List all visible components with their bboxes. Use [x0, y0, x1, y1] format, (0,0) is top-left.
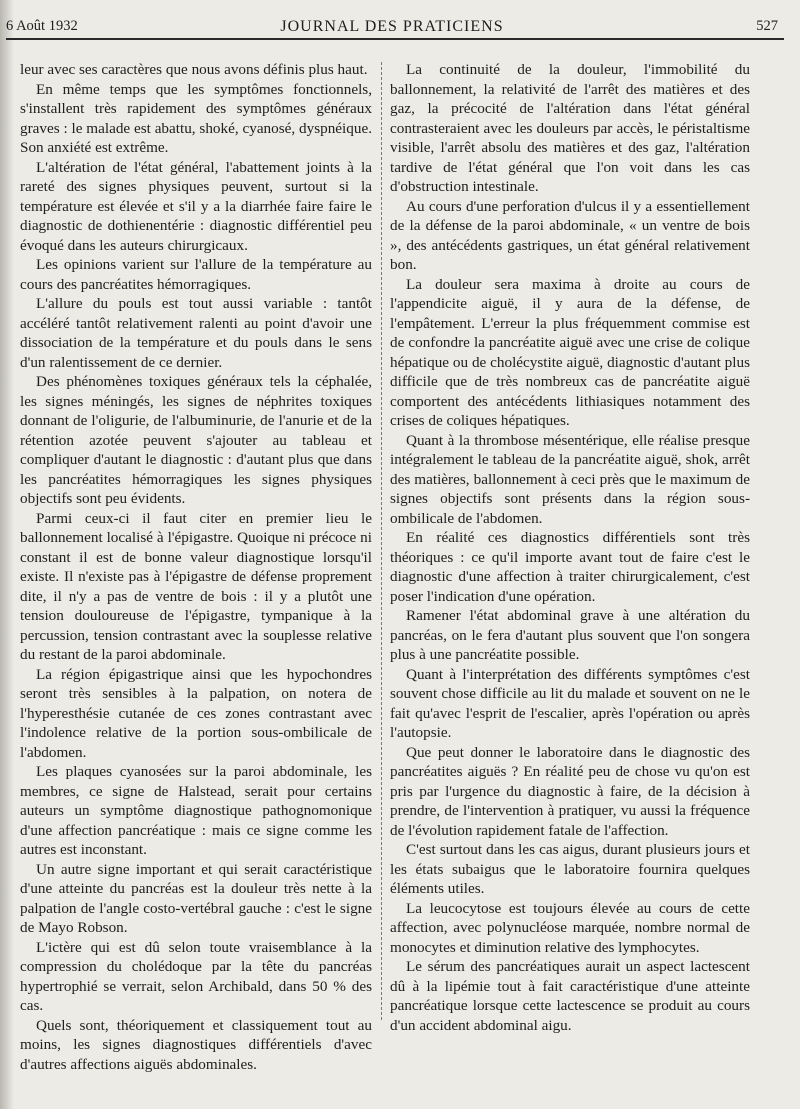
- column-divider: [381, 62, 382, 1020]
- paragraph: Les opinions varient sur l'allure de la température au cours des pancréatites hémorragiques.: [20, 256, 372, 293]
- binding-shadow: [0, 0, 14, 1109]
- left-column: [20, 60, 372, 1074]
- paragraph: L'allure du pouls est tout aussi variable : tantôt accéléré tantôt relativement ralenti au point d'avoir une dissociation de la température et du pouls dans le sens d'un ralentissement de ce dernier.: [20, 295, 372, 371]
- paragraph: Au cours d'une perforation d'ulcus il y a essentiellement de la défense de la paroi abdominale, « un ventre de bois », des antécédents gastriques, un état général relativement bon.: [390, 197, 750, 273]
- paragraph: Un autre signe important et qui serait caractéristique d'une atteinte du pancréas est la douleur très nette à la palpation de l'angle costo-vertébral gauche : c'est le signe de Mayo Robson.: [20, 860, 372, 936]
- paragraph: Le sérum des pancréatiques aurait un aspect lactescent dû à la lipémie tout à fait caractéristique d'une atteinte pancréatique lorsque cette lactescence se produit au cours d'un accident abdominal aigu.: [390, 958, 750, 1034]
- paragraph: leur avec ses caractères que nous avons définis plus haut.: [20, 61, 368, 78]
- paragraph: Quant à l'interprétation des différents symptômes c'est souvent chose difficile au lit du malade et souvent on ne le fait qu'avec l'esprit de l'escalier, après l'opération ou après l'autopsie.: [390, 665, 750, 741]
- paragraph: Quant à la thrombose mésentérique, elle réalise presque intégralement le tableau de la pancréatite aiguë, shok, arrêt des matières, ballonnement à ceci près que le maximum de signes objectifs sont présents dans la région sous-ombilicale de l'abdomen.: [390, 431, 750, 527]
- journal-title: JOURNAL DES PRATICIENS: [280, 18, 504, 35]
- paragraph: La douleur sera maxima à droite au cours de l'appendicite aiguë, il y aura de la défense, de l'empâtement. L'erreur la plus fréquemment commise est de confondre la pancréatite aiguë avec une crise de colique hépatique ou de cholécystite aiguë, diagnostic d'autant plus difficile que de très nombreux cas de pancréatite aiguë comportent des antécédents lithiasiques notamment des crises de coliques hépatiques.: [390, 275, 750, 429]
- paragraph: Que peut donner le laboratoire dans le diagnostic des pancréatites aiguës ? En réalité peu de chose vu qu'on est pris par l'urgence du diagnostic à faire, de la décision à prendre, de l'intervention à pratiquer, vu aussi la fréquence de l'évolution rapidement fatale de l'affection.: [390, 743, 750, 839]
- paragraph: C'est surtout dans les cas aigus, durant plusieurs jours et les états subaigus que le laboratoire fournira quelques éléments utiles.: [390, 841, 750, 897]
- paragraph: Quels sont, théoriquement et classiquement tout au moins, les signes diagnostiques différentiels d'avec d'autres affections aiguës abdominales.: [20, 1016, 372, 1073]
- page-header: [6, 14, 778, 40]
- paragraph: Ramener l'état abdominal grave à une altération du pancréas, on le fera d'autant plus souvent que l'on songera plus à une pancréatite possible.: [390, 607, 750, 663]
- paragraph: Parmi ceux-ci il faut citer en premier lieu le ballonnement localisé à l'épigastre. Quoique ni précoce ni constant il est de bonne valeur diagnostique lorsqu'il existe. Il n'existe pas à l'épigastre de défense proprement dite, il n'y a pas de ventre de bois : il y a plutôt une tension douloureuse de l'épigastre, tympanique à la percussion, tension contrastant avec la souplesse relative du restant de la paroi abdominale.: [20, 509, 372, 663]
- page-number: 527: [756, 18, 778, 34]
- right-column: [390, 60, 750, 1035]
- paragraph: La leucocytose est toujours élevée au cours de cette affection, avec polynucléose marquée, nombre normal de monocytes et diminution relative des lymphocytes.: [390, 899, 750, 956]
- paragraph: Les plaques cyanosées sur la paroi abdominale, les membres, ce signe de Halstead, serait pour certains auteurs un symptôme diagnostique pathognomonique d'une affection pancréatique : mais ce signe comme les autres est inconstant.: [20, 763, 372, 858]
- header-date: 6 Août 1932: [6, 18, 78, 34]
- paragraph: La continuité de la douleur, l'immobilité du ballonnement, la relativité de l'arrêt des matières et des gaz, la précocité de l'altération dans l'état général contrasteraient avec les douleurs par accès, le péristaltisme visible, l'arrêt absolu des matières et des gaz, l'altération tardive de l'état général que l'on voit dans les cas d'obstruction intestinale.: [390, 61, 750, 195]
- paragraph: L'altération de l'état général, l'abattement joints à la rareté des signes physiques peuvent, surtout si la température est élevée et s'il y a la diarrhée faire faire le diagnostic de dothienentérie : diagnostic différentiel peu évoqué dans les auteurs chirurgicaux.: [20, 158, 372, 254]
- paragraph: En même temps que les symptômes fonctionnels, s'installent très rapidement des symptômes généraux graves : le malade est abattu, shoké, cyanosé, dyspnéique. Son anxiété est extrême.: [20, 80, 372, 156]
- paragraph: En réalité ces diagnostics différentiels sont très théoriques : ce qu'il importe avant tout de faire c'est le diagnostic d'une affection à traiter chirurgicalement, c'est poser l'indication d'une opération.: [390, 529, 750, 605]
- paragraph: L'ictère qui est dû selon toute vraisemblance à la compression du cholédoque par la tête du pancréas hypertrophié se verrait, selon Archibald, dans 50 % des cas.: [20, 938, 372, 1014]
- header-rule: [6, 38, 784, 40]
- paragraph: Des phénomènes toxiques généraux tels la céphalée, les signes méningés, les signes de néphrites toxiques donnant de l'oligurie, de l'albuminurie, de l'anurie et de la rétention azotée peuvent s'ajouter au tableau et compliquer d'autant le diagnostic : d'autant plus que dans les pancréatites hémorragiques les signes physiques objectifs sont peu évidents.: [20, 373, 372, 507]
- paragraph: La région épigastrique ainsi que les hypochondres seront très sensibles à la palpation, on notera de l'hyperesthésie cutanée de ces zones contrastant avec l'indolence relative de la portion sous-ombilicale de l'abdomen.: [20, 665, 372, 761]
